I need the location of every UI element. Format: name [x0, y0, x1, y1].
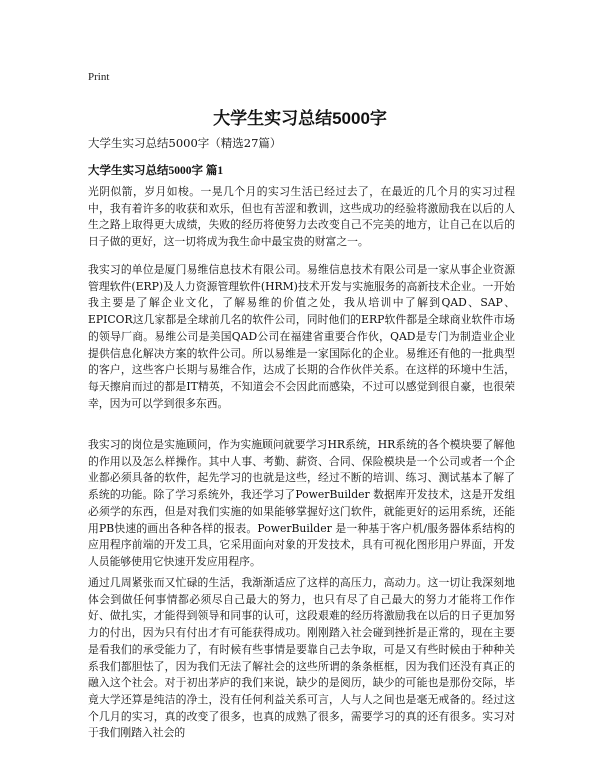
print-link[interactable]: Print [88, 71, 110, 83]
document-subtitle: 大学生实习总结5000字（精选27篇） [88, 136, 282, 150]
section-heading: 大学生实习总结5000字 篇1 [88, 165, 224, 177]
paragraph: 光阴似箭，岁月如梭。一晃几个月的实习生活已经过去了，在最近的几个月的实习过程中，我有着许多的收获和欢乐，但也有苦涩和教训，这些成功的经验将激励我在以后的人生之路上取得更大成绩，失败的经历将使努力去改变自己不完美的地方，让自己在以后的日子做的更好，这一切将成为我生命中最宝贵的财富之一。 [88, 185, 515, 249]
paragraph: 我实习的岗位是实施顾问，作为实施顾问就要学习HR系统，HR系统的各个模块要了解他的作用以及怎么样操作。其中人事、考勤、薪资、合同、保险模块是一个公司或者一个企业都必须具备的软件，起先学习的也就是这些，经过不断的培训、练习、测试基本了解了系统的功能。除了学习系统外，我还学习了PowerBuilder 数据库开发技术，这是开发组必须学的东西，但是对我们实施的如果能够掌握好这门软件，就能更好的运用系统，还能用PB快速的画出各种各样的报表。PowerBuilder 是一种基于客户机/服务器体系结构的应用程序前端的开发工具，它采用面向对象的开发技术，具有可视化图形用户界面，开发人员能够使用它快速开发应用程序。 [88, 438, 515, 568]
paragraph: 通过几周紧张而又忙碌的生活，我渐渐适应了这样的高压力，高动力。这一切让我深刻地体会到做任何事情都必须尽自己最大的努力，也只有尽了自己最大的努力才能将工作作好、做扎实，才能得到领导和同事的认可，这段艰难的经历将激励我在以后的日子更加努力的付出，因为只有付出才有可能获得成功。刚刚踏入社会碰到挫折是正常的，现在主要是看我们的承受能力了，有时候有些事情是要靠自己去争取，可是又有些时候由于种种关系我们都胆怯了，因为我们无法了解社会的这些所谓的条条框框，因为我们还没有真正的融入这个社会。对于初出茅庐的我们来说，缺少的是阅历，缺少的可能也是那份交际，毕竟大学还算是纯洁的净土，没有任何利益关系可言，人与人之间也是毫无戒备的。经过这个几月的实习，真的改变了很多，也真的成熟了很多，需要学习的真的还有很多。实习对于我们刚踏入社会的 [88, 576, 515, 740]
paragraph: 我实习的单位是厦门易维信息技术有限公司。易维信息技术有限公司是一家从事企业资源管理软件(ERP)及人力资源管理软件(HRM)技术开发与实施服务的高新技术企业。一开始我主要是了解企业文化，了解易维的价值之处，我从培训中了解到QAD、SAP、EPICOR这几家都是全球前几名的软件公司，同时他们的ERP软件都是全球商业软件市场的领导厂商。易维公司是美国QAD公司在福建省重要合作伙，QAD是专门为制造业企业提供信息化解决方案的软件公司。所以易维是一家国际化的企业。易维还有他的一批典型的客户，这些客户长期与易维合作，达成了长期的合作伙伴关系。在这样的环境中生活，每天擦肩而过的都是IT精英，不知道会不会因此而感染，不过可以感觉到很自豪，也很荣幸，因为可以学到很多东西。 [88, 263, 515, 410]
page-title: 大学生实习总结5000字 [213, 109, 387, 128]
